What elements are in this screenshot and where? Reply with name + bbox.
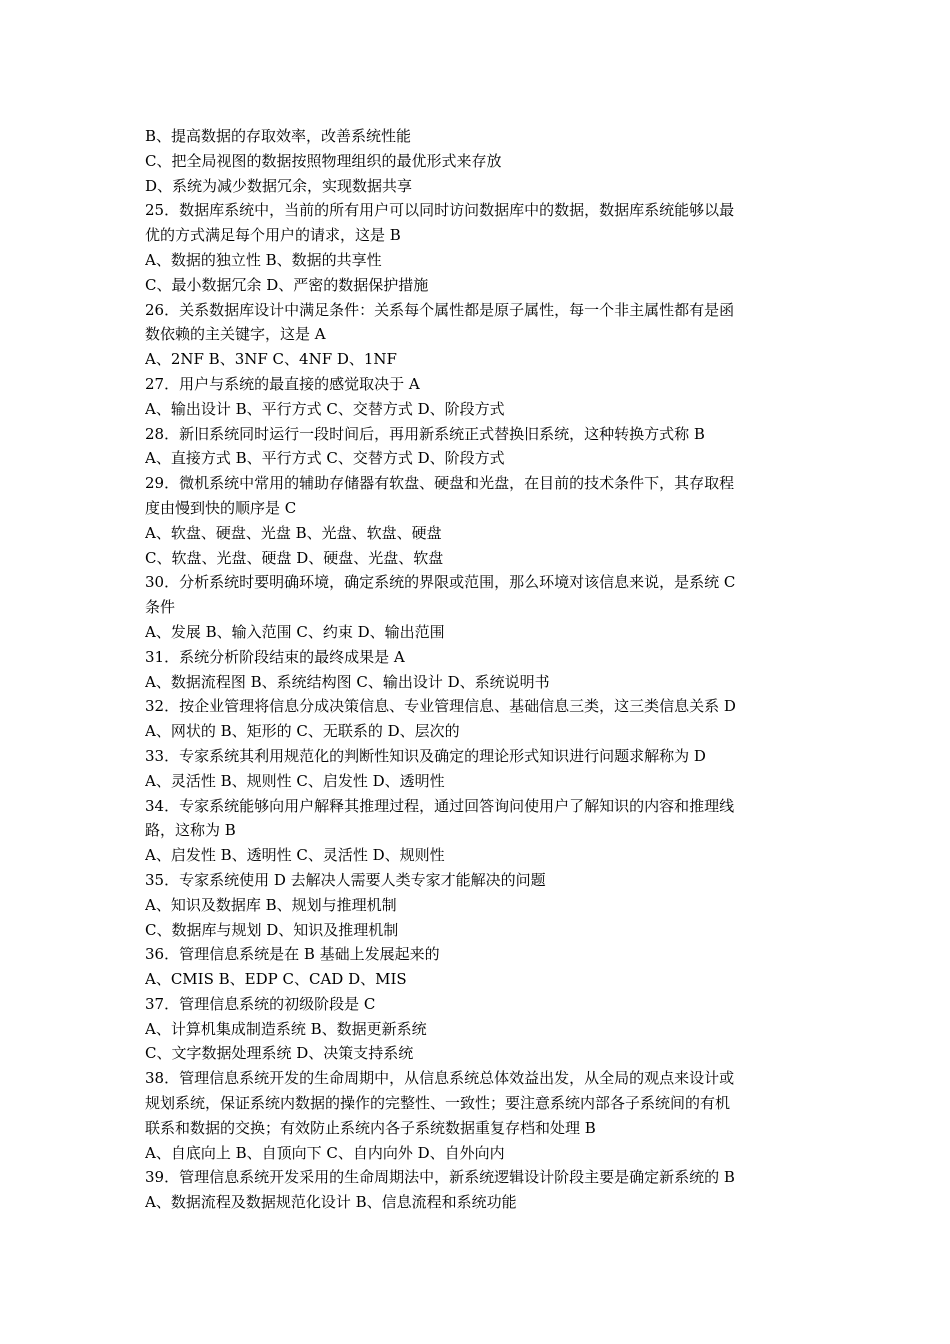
- text-line: 32．按企业管理将信息分成决策信息、专业管理信息、基础信息三类，这三类信息关系 D: [145, 697, 736, 716]
- text-line: A、网状的 B、矩形的 C、无联系的 D、层次的: [145, 722, 460, 741]
- text-line: 度由慢到快的顺序是 C: [145, 498, 297, 517]
- text-line: 条件: [145, 598, 176, 617]
- text-line: A、启发性 B、透明性 C、灵活性 D、规则性: [145, 846, 445, 865]
- text-line: 29．微机系统中常用的辅助存储器有软盘、硬盘和光盘，在目前的技术条件下，其存取程: [145, 474, 735, 493]
- text-line: C、文字数据处理系统 D、决策支持系统: [145, 1044, 414, 1063]
- text-line: A、灵活性 B、规则性 C、启发性 D、透明性: [145, 771, 445, 790]
- text-line: 37．管理信息系统的初级阶段是 C: [145, 994, 376, 1013]
- text-line: B、提高数据的存取效率，改善系统性能: [145, 127, 412, 145]
- text-line: A、知识及数据库 B、规划与推理机制: [145, 895, 397, 914]
- document-page: [145, 124, 815, 1215]
- text-line: A、自底向上 B、自顶向下 C、自内向外 D、自外向内: [145, 1143, 505, 1162]
- text-line: C、最小数据冗余 D、严密的数据保护措施: [145, 275, 429, 294]
- text-line: 路，这称为 B: [145, 821, 236, 840]
- text-line: 36．管理信息系统是在 B 基础上发展起来的: [145, 945, 440, 964]
- text-line: A、数据流程及数据规范化设计 B、信息流程和系统功能: [145, 1193, 517, 1212]
- text-line: 35．专家系统使用 D 去解决人需要人类专家才能解决的问题: [145, 870, 546, 889]
- text-line: D、系统为减少数据冗余，实现数据共享: [145, 176, 413, 195]
- text-line: 26．关系数据库设计中满足条件：关系每个属性都是原子属性，每一个非主属性都有是函: [145, 300, 735, 319]
- text-line: 30．分析系统时要明确环境，确定系统的界限或范围，那么环境对该信息来说，是系统 C: [145, 573, 736, 592]
- text-line: 27．用户与系统的最直接的感觉取决于 A: [145, 374, 420, 393]
- text-line: 33．专家系统其利用规范化的判断性知识及确定的理论形式知识进行问题求解称为 D: [145, 746, 706, 765]
- text-line: A、输出设计 B、平行方式 C、交替方式 D、阶段方式: [145, 399, 505, 418]
- text-line: 联系和数据的交换；有效防止系统内各子系统数据重复存档和处理 B: [145, 1118, 596, 1137]
- text-line: 34．专家系统能够向用户解释其推理过程，通过回答询问使用户了解知识的内容和推理线: [145, 796, 735, 815]
- text-line: 39．管理信息系统开发采用的生命周期法中，新系统逻辑设计阶段主要是确定新系统的 B: [145, 1168, 735, 1187]
- text-line: A、计算机集成制造系统 B、数据更新系统: [145, 1019, 427, 1038]
- text-line: 31．系统分析阶段结束的最终成果是 A: [145, 647, 405, 666]
- text-line: A、2NF B、3NF C、4NF D、1NF: [145, 350, 397, 369]
- text-line: A、发展 B、输入范围 C、约束 D、输出范围: [145, 622, 445, 641]
- text-line: A、CMIS B、EDP C、CAD D、MIS: [145, 970, 407, 989]
- text-line: 25．数据库系统中，当前的所有用户可以同时访问数据库中的数据，数据库系统能够以最: [145, 201, 735, 220]
- text-line: 规划系统，保证系统内数据的操作的完整性、一致性；要注意系统内部各子系统间的有机: [145, 1094, 731, 1113]
- text-line: C、把全局视图的数据按照物理组织的最优形式来存放: [145, 151, 502, 170]
- text-line: 28．新旧系统同时运行一段时间后，再用新系统正式替换旧系统，这种转换方式称 B: [145, 424, 705, 443]
- text-line: A、数据的独立性 B、数据的共享性: [145, 250, 382, 269]
- text-line: 数依赖的主关键字，这是 A: [145, 325, 326, 344]
- text-line: A、直接方式 B、平行方式 C、交替方式 D、阶段方式: [145, 449, 505, 468]
- text-line: A、数据流程图 B、系统结构图 C、输出设计 D、系统说明书: [145, 672, 550, 691]
- text-line: 优的方式满足每个用户的请求，这是 B: [145, 226, 401, 245]
- text-line: C、数据库与规划 D、知识及推理机制: [145, 920, 399, 939]
- text-line: 38．管理信息系统开发的生命周期中，从信息系统总体效益出发，从全局的观点来设计或: [145, 1069, 735, 1088]
- text-line: A、软盘、硬盘、光盘 B、光盘、软盘、硬盘: [145, 523, 442, 542]
- text-line: C、软盘、光盘、硬盘 D、硬盘、光盘、软盘: [145, 548, 444, 567]
